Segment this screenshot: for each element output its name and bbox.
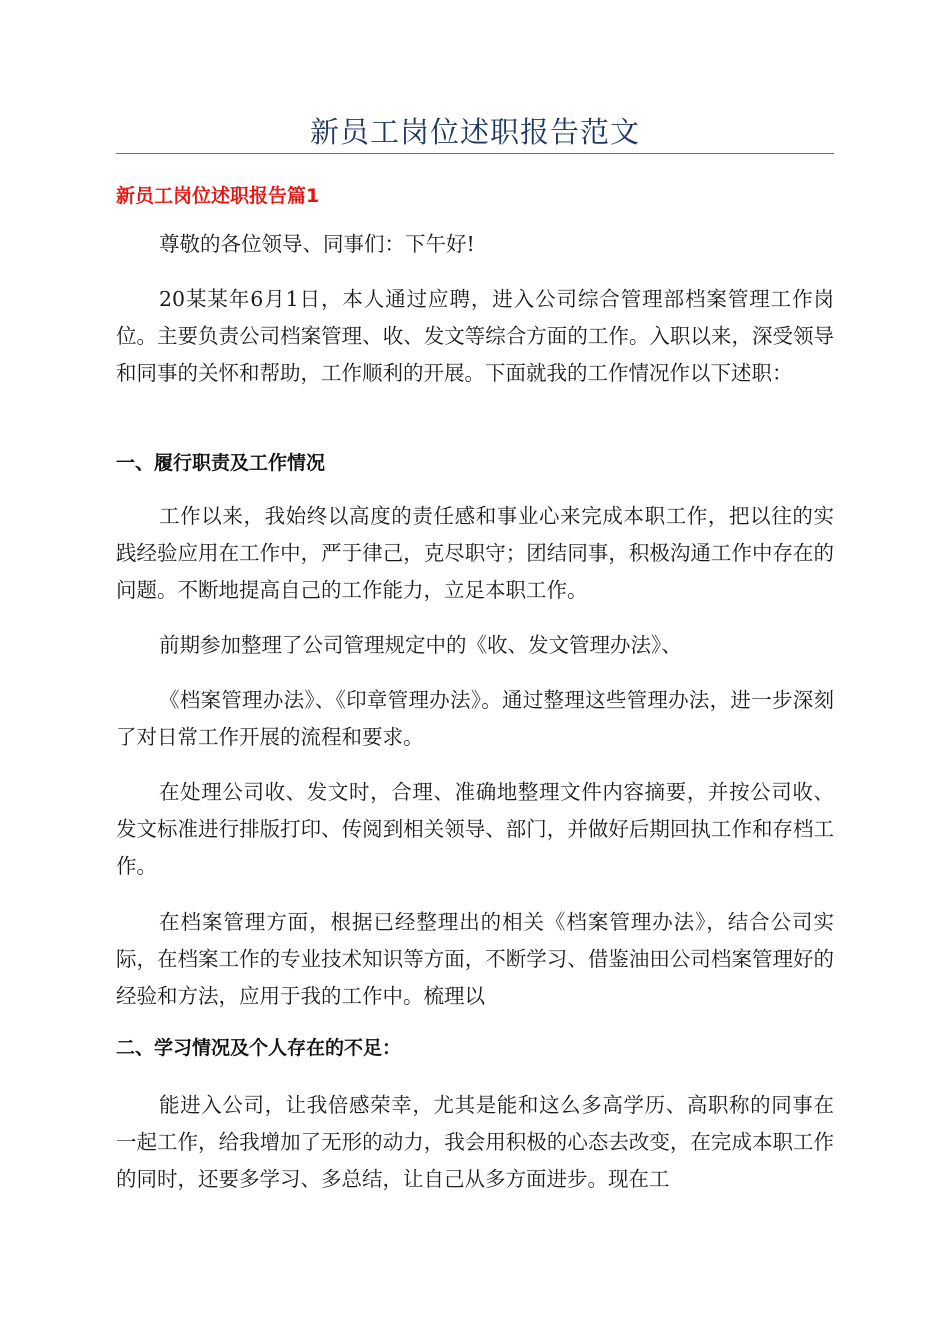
section1-paragraph-3: 《档案管理办法》、《印章管理办法》。通过整理这些管理办法，进一步深刻了对日常工作开展的流程和要求。 — [116, 688, 834, 749]
title-underline — [116, 153, 834, 154]
section2-heading: 二、学习情况及个人存在的不足： — [116, 1037, 402, 1059]
section1-paragraph-2: 前期参加整理了公司管理规定中的《收、发文管理办法》、 — [159, 633, 682, 657]
intro-paragraph: 20某某年6月1日，本人通过应聘，进入公司综合管理部档案管理工作岗位。主要负责公司档案管理、收、发文等综合方面的工作。入职以来，深受领导和同事的关怀和帮助，工作顺利的开展。下面就我的工作情况作以下述职： — [116, 287, 834, 385]
greeting-paragraph: 尊敬的各位领导、同事们：下午好! — [159, 232, 475, 256]
article-subtitle: 新员工岗位述职报告篇1 — [116, 185, 320, 207]
section2-paragraph-1: 能进入公司，让我倍感荣幸，尤其是能和这么多高学历、高职称的同事在一起工作，给我增加了无形的动力，我会用积极的心态去改变，在完成本职工作的同时，还要多学习、多总结，让自己从多方面进步。现在工 — [116, 1093, 834, 1191]
section1-heading: 一、履行职责及工作情况 — [116, 452, 326, 474]
section1-paragraph-1: 工作以来，我始终以高度的责任感和事业心来完成本职工作，把以往的实践经验应用在工作中，严于律己，克尽职守；团结同事，积极沟通工作中存在的问题。不断地提高自己的工作能力，立足本职工作。 — [116, 504, 834, 602]
section1-paragraph-5: 在档案管理方面，根据已经整理出的相关《档案管理办法》，结合公司实际，在档案工作的专业技术知识等方面，不断学习、借鉴油田公司档案管理好的经验和方法，应用于我的工作中。梳理以 — [116, 910, 834, 1008]
document-title: 新员工岗位述职报告范文 — [309, 115, 640, 149]
section1-paragraph-4: 在处理公司收、发文时，合理、准确地整理文件内容摘要，并按公司收、发文标准进行排版打印、传阅到相关领导、部门，并做好后期回执工作和存档工作。 — [116, 780, 834, 878]
